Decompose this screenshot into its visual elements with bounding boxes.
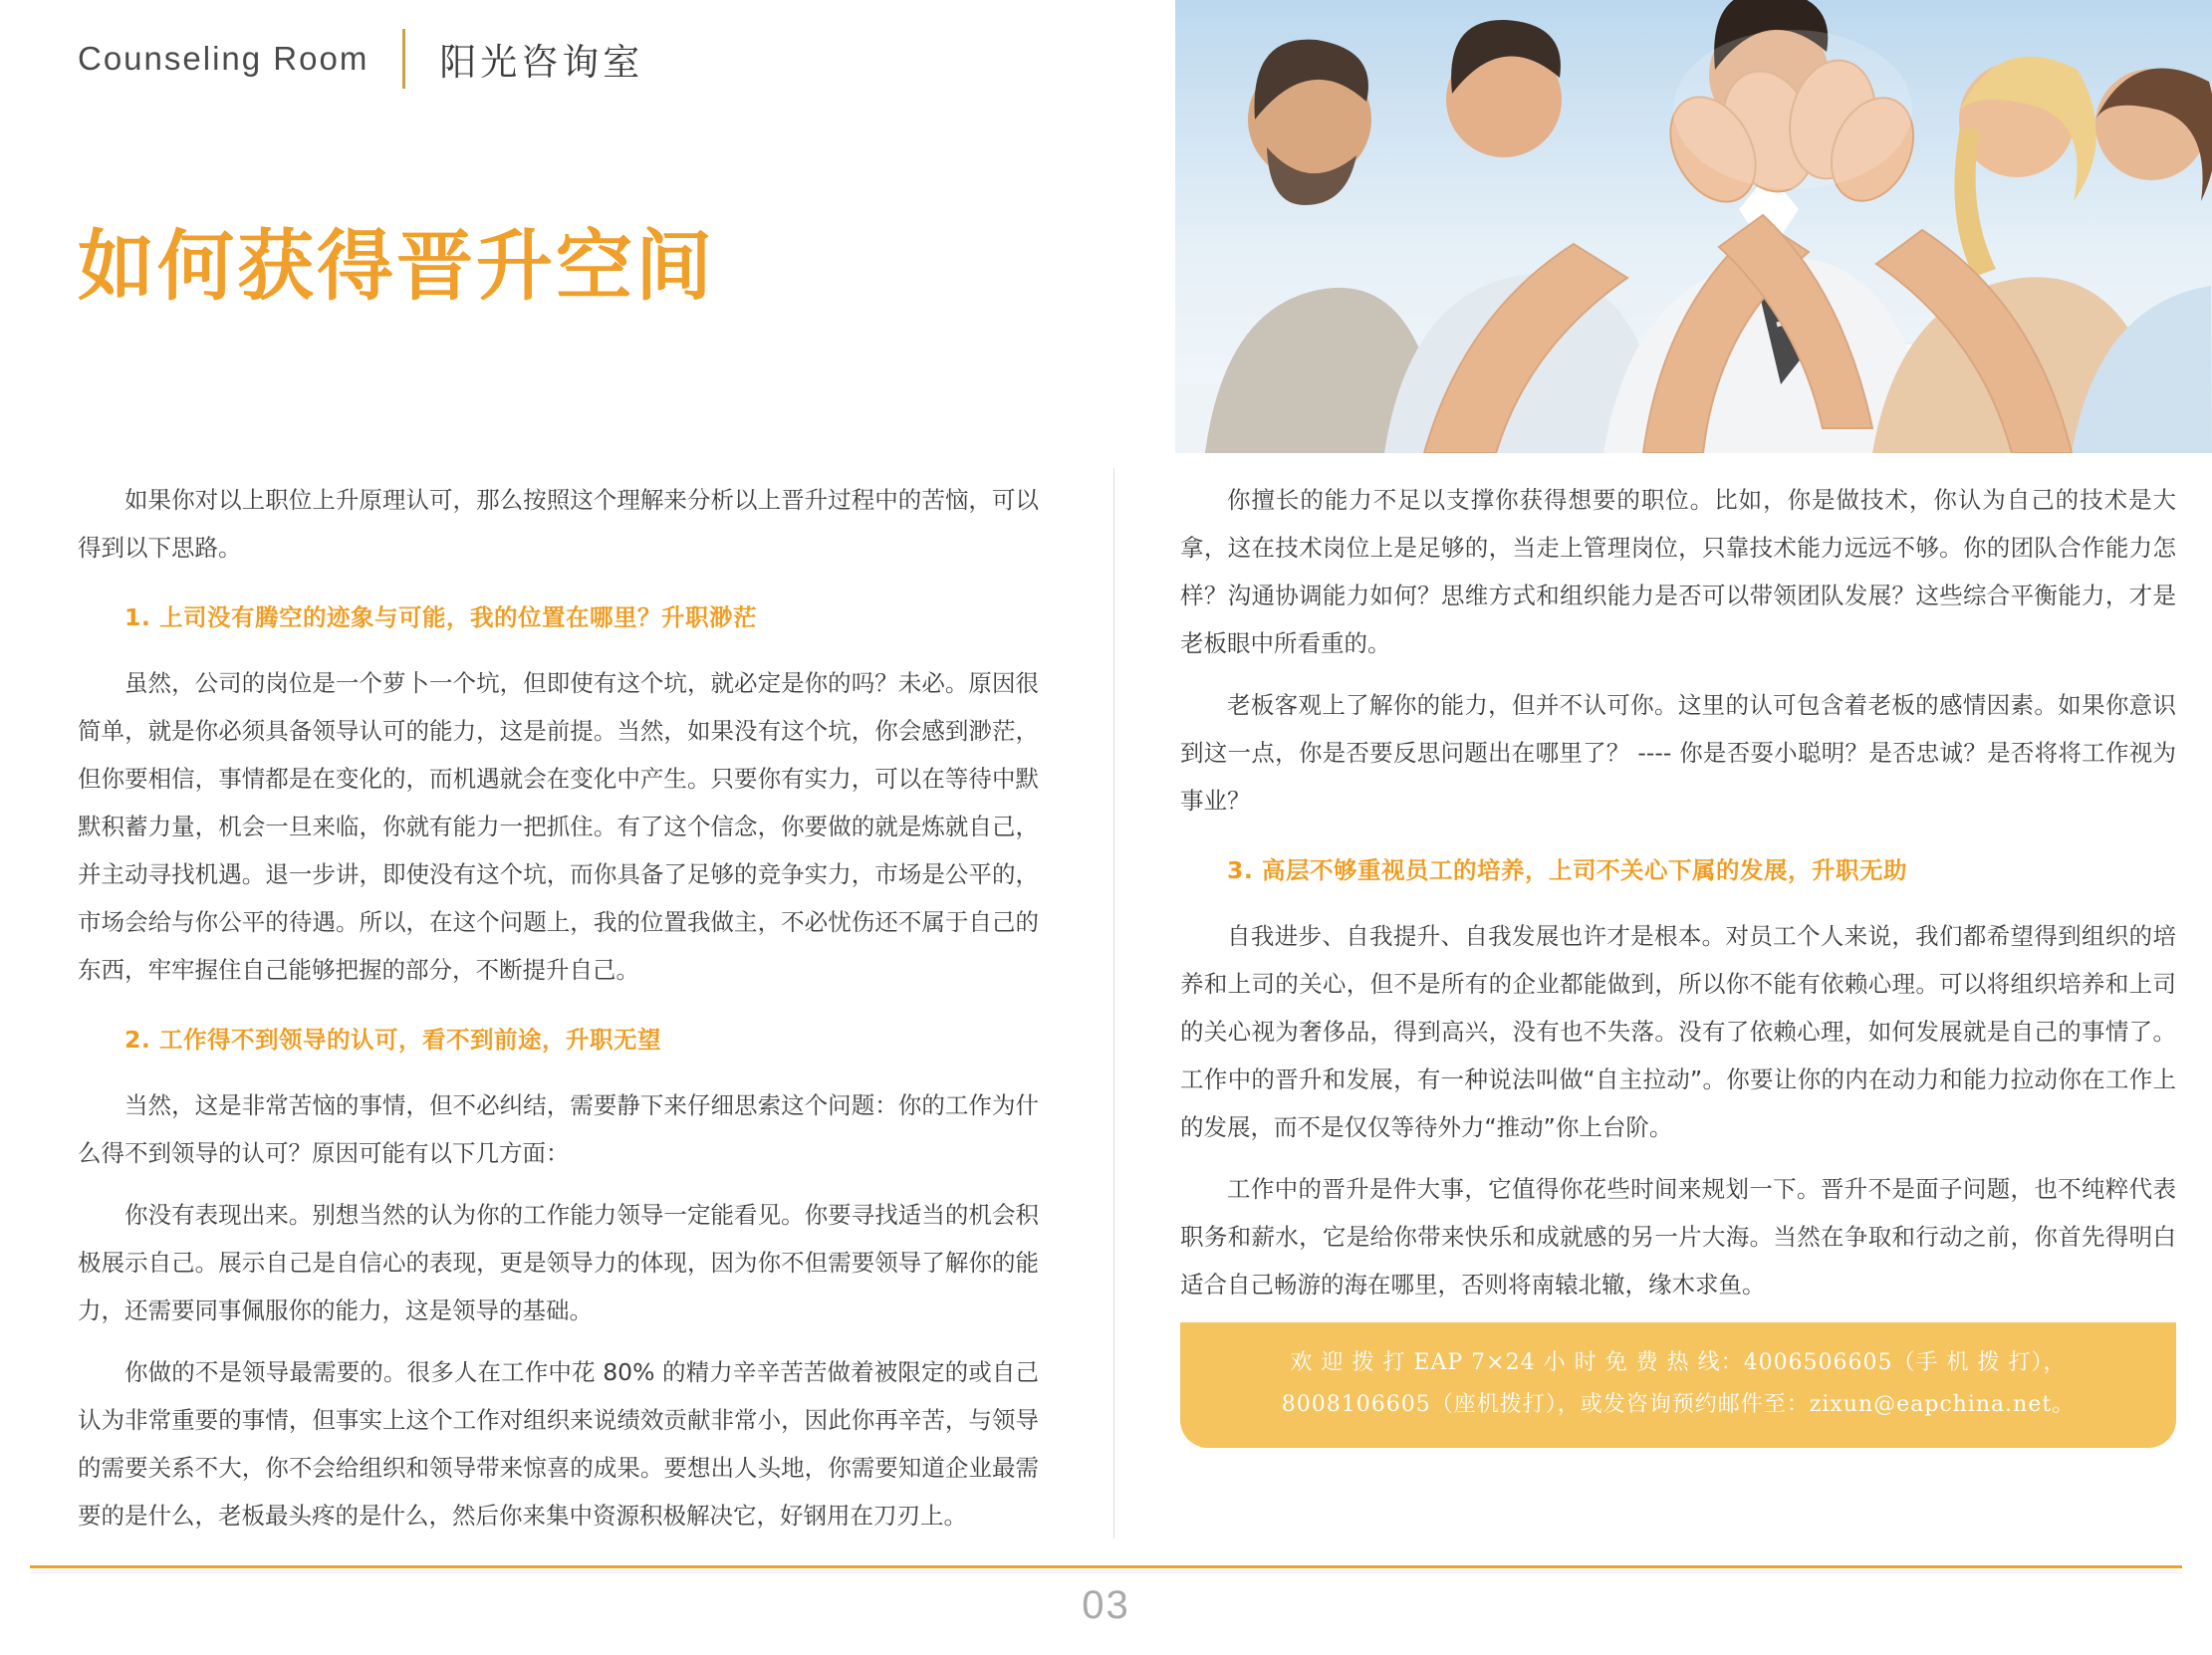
paragraph: 如果你对以上职位上升原理认可，那么按照这个理解来分析以上晋升过程中的苦恼，可以得到以下思路。 bbox=[78, 486, 1039, 562]
page-header bbox=[78, 28, 643, 90]
paragraph: 你擅长的能力不足以支撑你获得想要的职位。比如，你是做技术，你认为自己的技术是大拿，这在技术岗位上是足够的，当走上管理岗位，只靠技术能力远远不够。你的团队合作能力怎样？沟通协调能力如何？思维方式和组织能力是否可以带领团队发展？这些综合平衡能力，才是老板眼中所看重的。 bbox=[1180, 486, 2176, 657]
section-subheading-3: 3. 高层不够重视员工的培养，上司不关心下属的发展，升职无助 bbox=[1227, 856, 1907, 884]
right-column bbox=[1180, 476, 2176, 1322]
paragraph: 你做的不是领导最需要的。很多人在工作中花 80% 的精力辛辛苦苦做着被限定的或自己认为非常重要的事情，但事实上这个工作对组织来说绩效贡献非常小，因此你再辛苦，与领导的需要关系不大，你不会给组织和领导带来惊喜的成果。要想出人头地，你需要知道企业最需要的是什么，老板最头疼的是什么，然后你来集中资源积极解决它，好钢用在刀刃上。 bbox=[78, 1358, 1039, 1530]
hotline-callout bbox=[1180, 1322, 2176, 1448]
hotline-line-2: 8008106605（座机拨打），或发咨询预约邮件至：zixun@eapchina.net。 bbox=[1281, 1392, 2076, 1417]
hero-image bbox=[1175, 0, 2212, 453]
paragraph: 你没有表现出来。别想当然的认为你的工作能力领导一定能看见。你要寻找适当的机会积极展示自己。展示自己是自信心的表现，更是领导力的体现，因为你不但需要领导了解你的能力，还需要同事佩服你的能力，这是领导的基础。 bbox=[78, 1201, 1039, 1324]
footer-rule bbox=[30, 1565, 2182, 1568]
paragraph: 当然，这是非常苦恼的事情，但不必纠结，需要静下来仔细思索这个问题：你的工作为什么得不到领导的认可？原因可能有以下几方面： bbox=[78, 1091, 1039, 1167]
paragraph: 自我进步、自我提升、自我发展也许才是根本。对员工个人来说，我们都希望得到组织的培养和上司的关心，但不是所有的企业都能做到，所以你不能有依赖心理。可以将组织培养和上司的关心视为奢侈品，得到高兴，没有也不失落。没有了依赖心理，如何发展就是自己的事情了。工作中的晋升和发展，有一种说法叫做“自主拉动”。你要让你的内在动力和能力拉动你在工作上的发展，而不是仅仅等待外力“推动”你上台阶。 bbox=[1180, 922, 2176, 1141]
header-chinese-title: 阳光咨询室 bbox=[439, 41, 644, 84]
paragraph: 虽然，公司的岗位是一个萝卜一个坑，但即使有这个坑，就必定是你的吗？未必。原因很简单，就是你必须具备领导认可的能力，这是前提。当然，如果没有这个坑，你会感到渺茫，但你要相信，事情都是在变化的，而机遇就会在变化中产生。只要你有实力，可以在等待中默默积蓄力量，机会一旦来临，你就有能力一把抓住。有了这个信念，你要做的就是炼就自己，并主动寻找机遇。退一步讲，即使没有这个坑，而你具备了足够的竞争实力，市场是公平的，市场会给与你公平的待遇。所以，在这个问题上，我的位置我做主，不必忧伤还不属于自己的东西，牢牢握住自己能够把握的部分，不断提升自己。 bbox=[78, 669, 1039, 984]
section-subheading-1: 1. 上司没有腾空的迹象与可能，我的位置在哪里？升职渺茫 bbox=[124, 603, 757, 631]
hotline-line-1: 欢 迎 拨 打 EAP 7×24 小 时 免 费 热 线：4006506605（手 机 拨 打）， bbox=[1290, 1350, 2067, 1375]
section-subheading-2: 2. 工作得不到领导的认可，看不到前途，升职无望 bbox=[124, 1026, 661, 1054]
column-divider bbox=[1113, 468, 1114, 1538]
paragraph: 工作中的晋升是件大事，它值得你花些时间来规划一下。晋升不是面子问题，也不纯粹代表职务和薪水，它是给你带来快乐和成就感的另一片大海。当然在争取和行动之前，你首先得明白适合自己畅游的海在哪里，否则将南辕北辙，缘木求鱼。 bbox=[1180, 1175, 2176, 1299]
left-column bbox=[78, 476, 1039, 1553]
paragraph: 老板客观上了解你的能力，但并不认可你。这里的认可包含着老板的感情因素。如果你意识到这一点，你是否要反思问题出在哪里了？ ---- 你是否耍小聪明？是否忠诚？是否将将工作视为事业？ bbox=[1180, 691, 2176, 815]
page-title: 如何获得晋升空间 bbox=[78, 223, 715, 312]
header-divider bbox=[402, 29, 405, 89]
header-english-title: Counseling Room bbox=[78, 40, 369, 77]
page-number: 03 bbox=[1082, 1583, 1130, 1627]
team-highfive-illustration bbox=[1175, 0, 2212, 453]
